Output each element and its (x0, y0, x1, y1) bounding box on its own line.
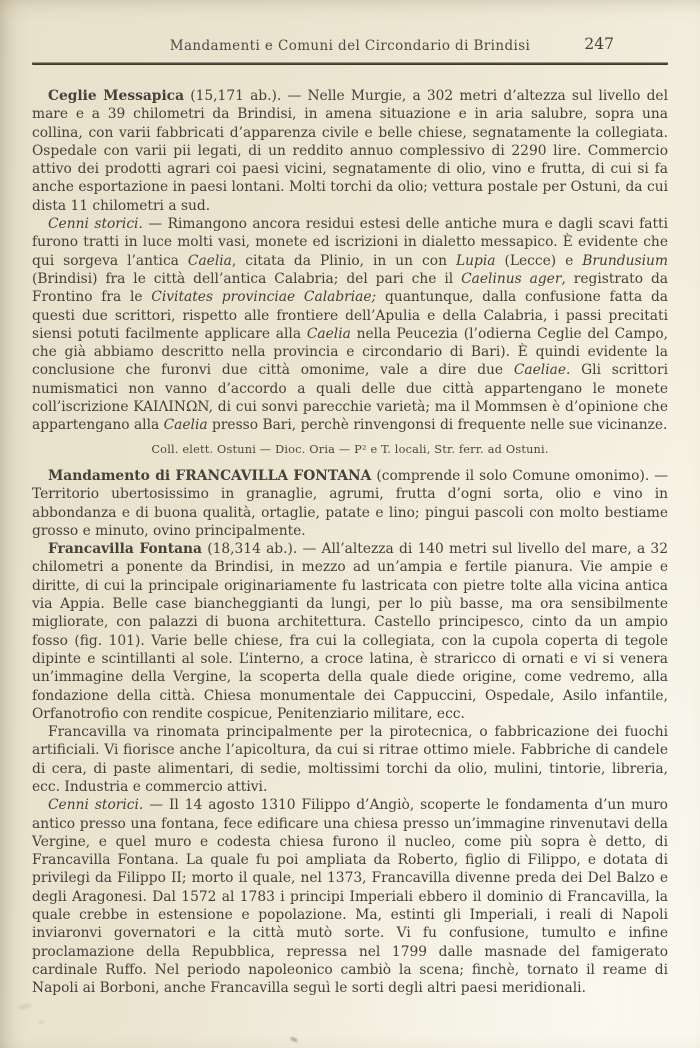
text-segment: Mandamento di FRANCAVILLA FONTANA (48, 467, 372, 484)
paragraph (32, 441, 668, 459)
text-segment: — Rimangono ancora residui estesi delle antiche mura e dagli scavi fatti furono tratti in luce molti vasi, monete ed iscrizioni in dialetto messapico. È evidente che qui sorgeva l’antica (32, 216, 668, 269)
scan-smudge (18, 1002, 33, 1011)
text-segment: Caelia (187, 252, 232, 269)
text-segment: (15,171 ab.). — Nelle Murgie, a 302 metri d’altezza sul livello del mare e a 39 chilometri da Brindisi, in amena situazione e in aria salubre, sopra una collina, con varii fabbricati d’apparenza civile e belle chiese, segnatamente la collegiata. Ospedale con varii pii legati, di un reddito annuo complessivo di 2290 lire. Commercio attivo dei prodotti agrari coi paesi vicini, segnatamente di olio, vino e frutta, di cui si fa anche esportazione in paesi lontani. Molti torchi da olio; vettura postale per Ostuni, da cui dista 11 chilometri a sud. (32, 88, 668, 214)
text-segment: (18,314 ab.). — All’altezza di 140 metri sul livello del mare, a 32 chilometri a ponente da Brindisi, in mezzo ad un’ampia e fertile pianura. Vie ampie e diritte, di cui la principale originariamente fu lastricata con pietre tolte alla vicina antica via Appia. Belle case biancheggianti da lungi, per lo più basse, ma ora sensibilmente migliorate, con palazzi di buona architettura. Castello principesco, cinto da un ampio fosso (fig. 101). Varie belle chiese, fra cui la collegiata, con la cupola coperta di tegole dipinte e scintillanti al sole. L’interno, a croce latina, è straricco di ornati e vi si venera un’immagine della Vergine, la scoperta della quale diede origine, come vedremo, alla fondazione della città. Chiesa monumentale dei Cappuccini, Ospedale, Asilo infantile, Orfanotrofio con rendite cospicue, Penitenziario militare, ecc. (32, 541, 668, 722)
paragraph (32, 215, 668, 435)
text-segment: quantunque, dalla confusione fatta da questi due scrittori, rispetto alle frontiere dell’Apulia e della Calabria, i passi precitati siensi potuti facilmente applicare alla (32, 289, 669, 342)
text-segment: Coll. elett. Ostuni — Dioc. Oria — P² e T. locali, Str. ferr. ad Ostuni. (151, 442, 549, 456)
text-segment: Caelia (163, 417, 208, 434)
text-segment: Francavilla Fontana (48, 541, 202, 558)
text-segment: , registrato da Frontino fra le (32, 270, 669, 306)
text-segment: Caelinus ager (461, 270, 562, 287)
text-segment: presso Bari, perchè rinvengonsi di frequente nelle sue vicinanze. (207, 417, 668, 434)
text-segment: Lupia (455, 252, 496, 269)
page-number: 247 (584, 35, 614, 53)
header-rule (32, 62, 668, 65)
text-segment: Francavilla va rinomata principalmente per la pirotecnica, o fabbricazione dei fuochi artificiali. Vi fiorisce anche l’apicoltura, da cui si ritrae ottimo miele. Fabbriche di candele di cera, di paste alimentari, di sedie, moltissimi torchi da olio, mulini, tintorie, libreria, ecc. Industria e commercio attivi. (32, 724, 668, 795)
page-body (32, 87, 668, 998)
text-segment: Brundusium (582, 252, 668, 269)
paragraph (32, 540, 668, 723)
text-segment: Caeliae (513, 362, 567, 379)
text-segment: . Gli scrittori numismatici non vanno d’accordo a quali delle due città appartengano le monete coll’iscrizione KAIΛINΩN, di cui sonvi parecchie varietà; ma il Mommsen è d’opinione che appartengano alla (32, 362, 668, 434)
text-segment: — Il 14 agosto 1310 Filippo d’Angiò, scoperte le fondamenta d’un muro antico presso una fontana, fece edificare una chiesa presso un’immagine rinvenutavi della Vergine, e quel muro e codesta chiesa furono il nucleo, come più sopra è detto, di Francavilla Fontana. La quale fu poi ampliata da Roberto, figlio di Filippo, e dotata di privilegi da Filippo II; morto il quale, nel 1373, Francavilla divenne preda dei Del Balzo e degli Aragonesi. Dal 1572 al 1783 i principi Imperiali ebbero il dominio di Francavilla, la quale crebbe in estensione e popolazione. Ma, estinti gli Imperiali, i reali di Napoli inviaronvi governatori e la città mutò sorte. Vi fu confusione, tumulto e infine proclamazione della Repubblica, repressa nel 1799 dalle masnade del famigerato cardinale Ruffo. Nel periodo napoleonico cambiò la scena; finchè, tornato il reame di Napoli ai Borboni, anche Francavilla seguì le sorti degli altri paesi meridionali. (32, 797, 668, 997)
text-segment: , citata da Plinio, in un con (231, 252, 456, 269)
scan-smudge (38, 1020, 44, 1024)
paragraph (32, 723, 668, 796)
scan-smudge (290, 1036, 299, 1042)
text-segment: Caelia (306, 325, 351, 342)
text-segment: Cenni storici. (48, 797, 144, 814)
paragraph (32, 796, 668, 997)
paragraph (32, 467, 668, 540)
running-title: Mandamenti e Comuni del Circondario di Brindisi (169, 38, 531, 54)
text-segment: (Brindisi) fra le città dell’antica Calabria; del pari che il (32, 270, 462, 287)
text-segment: nella Peucezia (l’odierna Ceglie del Campo, che già abbiamo descritto nella provincia e circondario di Bari). È quindi evidente la conclusione che furonvi due città omonime, vale a dire due (32, 325, 669, 379)
text-segment: Civitates provinciae Calabriae; (151, 289, 377, 306)
text-segment: Ceglie Messapica (48, 88, 185, 104)
text-segment: Cenni storici. (48, 216, 143, 233)
text-segment: (Lecce) e (495, 252, 583, 269)
paragraph (32, 87, 668, 215)
text-segment: (comprende il solo Comune omonimo). — Territorio ubertosissimo in granaglie, agrumi, frutta d’ogni sorta, olio e vino in abbondanza e di buona qualità, ortaglie, patate e lino; pingui pascoli con molto bestiame grosso e minuto, ovino principalmente. (32, 467, 668, 539)
